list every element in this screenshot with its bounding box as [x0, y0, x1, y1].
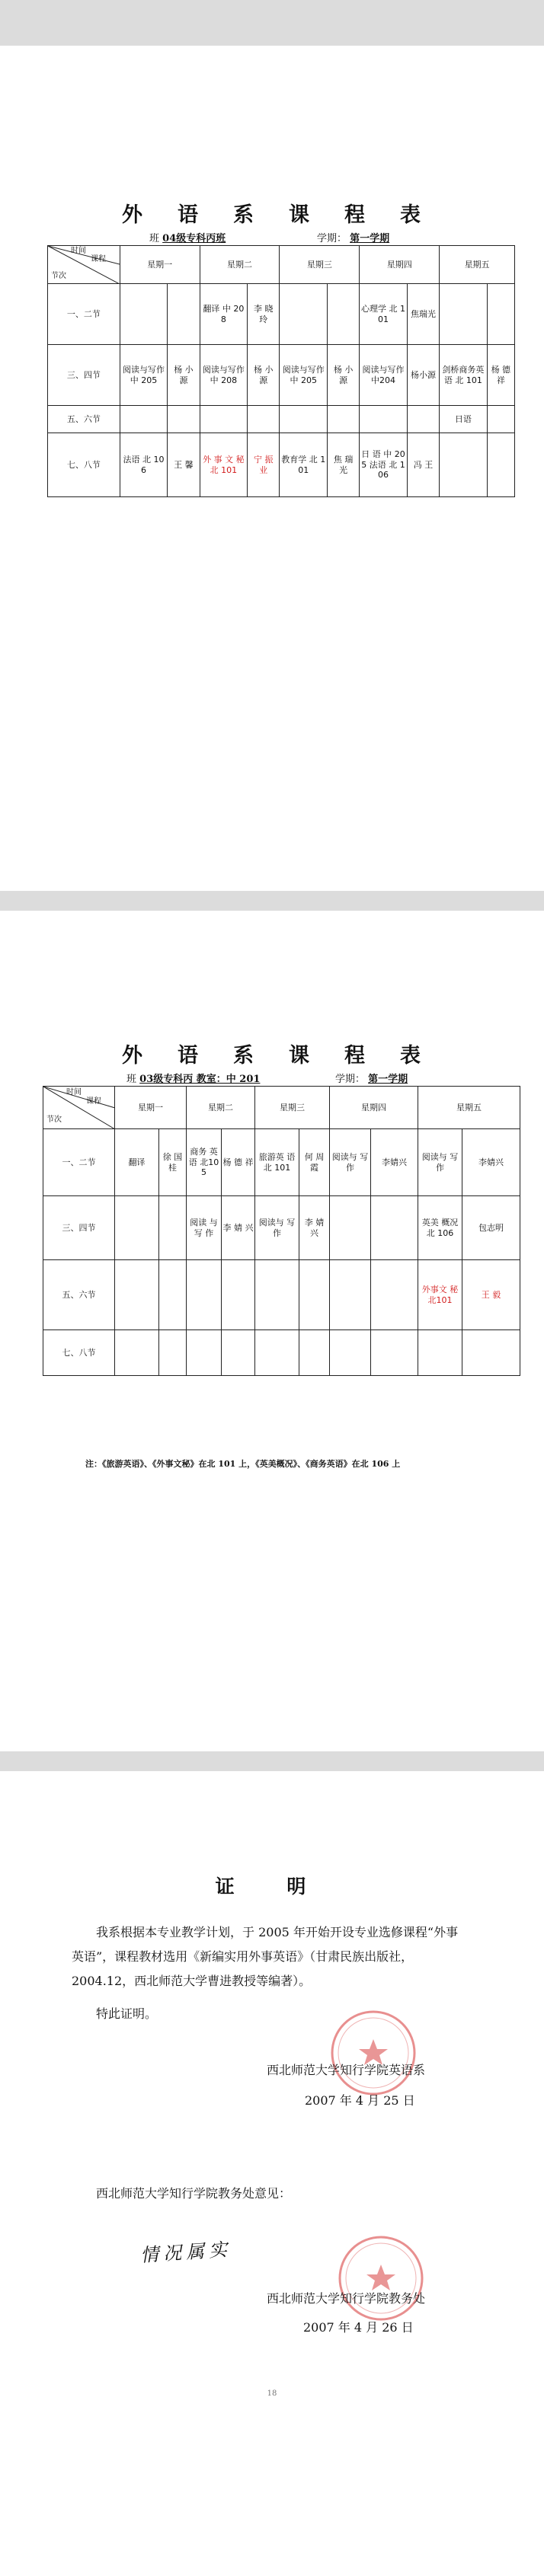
cell: [327, 284, 359, 345]
cell: [159, 1330, 187, 1376]
cell: [115, 1196, 159, 1260]
term-info: 学期： 第一学期: [335, 1074, 408, 1085]
schedule-note: 注：《旅游英语》、《外事文秘》在北 101 上，《英美概况》、《商务英语》在北 106 上: [85, 1459, 401, 1469]
cell: [168, 406, 200, 433]
slot-label: 一、二节: [43, 1129, 115, 1196]
signer-academic-affairs: 西北师范大学知行学院教务处: [267, 2291, 426, 2306]
class-info: 班 04级专科丙班: [149, 233, 226, 244]
cell: [487, 284, 514, 345]
teacher-cell: 包志明: [462, 1196, 520, 1260]
cell: [115, 1330, 159, 1376]
corner-course: 课程: [86, 1097, 101, 1106]
teacher-cell: 杨 德 祥: [487, 345, 514, 406]
cell: [299, 1330, 330, 1376]
corner-header: [48, 246, 120, 284]
day-header: 星期三: [280, 246, 360, 284]
cell: [371, 1330, 418, 1376]
cell: [159, 1260, 187, 1330]
cell: [255, 1330, 299, 1376]
signer-department: 西北师范大学知行学院英语系: [267, 2063, 426, 2077]
teacher-cell: 焦 瑞 光: [327, 433, 359, 497]
slot-label: 一、二节: [48, 284, 120, 345]
teacher-cell-highlight: 宁 振 业: [248, 433, 280, 497]
page-gap-2: [0, 1751, 544, 1771]
cell: [418, 1330, 462, 1376]
cell: [280, 406, 328, 433]
cell: [440, 433, 488, 497]
course-cell-highlight: 外 事 文 秘 北 101: [200, 433, 248, 497]
schedule-page-2: [0, 911, 544, 1751]
teacher-cell: 冯 王: [407, 433, 439, 497]
day-header: 星期二: [200, 246, 280, 284]
slot-label: 五、六节: [48, 406, 120, 433]
certificate-page: [0, 1771, 544, 2576]
cell: [440, 284, 488, 345]
slot-label: 七、八节: [43, 1330, 115, 1376]
teacher-cell: 李 婧 兴: [222, 1196, 255, 1260]
course-cell: 剑桥商务英语 北 101: [440, 345, 488, 406]
day-header: 星期一: [115, 1087, 187, 1129]
corner-course: 课程: [91, 255, 106, 263]
date-academic-affairs: 2007 年 4 月 26 日: [303, 2320, 414, 2335]
cell: [222, 1260, 255, 1330]
page-gap-1: [0, 891, 544, 911]
schedule-title: 外 语 系 课 程 表: [122, 1044, 422, 1068]
page-gap-top: [0, 0, 544, 46]
cell: [168, 284, 200, 345]
teacher-cell: 徐 国 桂: [159, 1129, 187, 1196]
day-header: 星期五: [440, 246, 515, 284]
schedule-title: 外 语 系 课 程 表: [122, 203, 422, 227]
corner-section: 节次: [46, 1116, 62, 1124]
course-cell: 翻译 中 208: [200, 284, 248, 345]
date-department: 2007 年 4 月 25 日: [305, 2093, 415, 2108]
teacher-cell: 杨 小 源: [327, 345, 359, 406]
cell: [407, 406, 439, 433]
opinion-label: 西北师范大学知行学院教务处意见：: [96, 2186, 292, 2201]
cell: [462, 1330, 520, 1376]
cell: [248, 406, 280, 433]
cell: [120, 406, 168, 433]
certificate-title: 证 明: [215, 1875, 329, 1898]
cell: [360, 406, 408, 433]
cell: [255, 1260, 299, 1330]
cell: [187, 1260, 222, 1330]
cell: [327, 406, 359, 433]
course-cell: 阅读与 写作: [330, 1129, 371, 1196]
day-header: 星期四: [360, 246, 440, 284]
course-cell: 阅读与 写作: [418, 1129, 462, 1196]
course-cell: 翻译: [115, 1129, 159, 1196]
course-cell: 阅读 与写 作: [187, 1196, 222, 1260]
cell: [200, 406, 248, 433]
course-cell: 日语: [440, 406, 488, 433]
handwritten-opinion: 情况属实: [139, 2238, 233, 2267]
slot-label: 五、六节: [43, 1260, 115, 1330]
cell: [115, 1260, 159, 1330]
teacher-cell: 李 婧 兴: [299, 1196, 330, 1260]
course-cell: 法语 北 106: [120, 433, 168, 497]
course-cell: 英美 概况 北 106: [418, 1196, 462, 1260]
cell: [187, 1330, 222, 1376]
cell: [330, 1196, 371, 1260]
certificate-body: 我系根据本专业教学计划，于 2005 年开始开设专业选修课程“外事英语”，课程教材选用《新编实用外事英语》（甘肃民族出版社，2004.12，西北师范大学曹进教授等编著）。: [72, 1925, 459, 1988]
teacher-cell-highlight: 王 毅: [462, 1260, 520, 1330]
teacher-cell: 李 晓 玲: [248, 284, 280, 345]
course-cell: 阅读与写作 中 208: [200, 345, 248, 406]
course-cell: 心理学 北 101: [360, 284, 408, 345]
corner-section: 节次: [51, 272, 66, 280]
day-header: 星期三: [255, 1087, 330, 1129]
course-cell: 商务 英语 北105: [187, 1129, 222, 1196]
course-cell: 阅读与写作 中 205: [120, 345, 168, 406]
day-header: 星期一: [120, 246, 200, 284]
slot-label: 七、八节: [48, 433, 120, 497]
cell: [371, 1196, 418, 1260]
page-number: 18: [267, 2389, 277, 2398]
teacher-cell: 李婧兴: [371, 1129, 418, 1196]
day-header: 星期四: [330, 1087, 418, 1129]
slot-label: 三、四节: [48, 345, 120, 406]
course-cell: 阅读与 写作: [255, 1196, 299, 1260]
teacher-cell: 焦瑞光: [407, 284, 439, 345]
teacher-cell: 何 周 霞: [299, 1129, 330, 1196]
term-info: 学期： 第一学期: [317, 233, 390, 244]
cell: [159, 1196, 187, 1260]
day-header: 星期五: [418, 1087, 520, 1129]
teacher-cell: 杨 小 源: [168, 345, 200, 406]
department-seal: [328, 2007, 419, 2099]
course-cell: 阅读与写作 中 205: [280, 345, 328, 406]
corner-time: 时间: [71, 247, 86, 255]
class-info: 班 03级专科丙 教室：中 201: [126, 1074, 261, 1085]
schedule-page-1: [0, 46, 544, 891]
academic-affairs-seal: [335, 2233, 427, 2324]
course-cell: 教育学 北 101: [280, 433, 328, 497]
course-cell: 阅读与写作 中204: [360, 345, 408, 406]
teacher-cell: 杨 德 祥: [222, 1129, 255, 1196]
schedule-table: [43, 1086, 520, 1376]
cell: [330, 1260, 371, 1330]
day-header: 星期二: [187, 1087, 255, 1129]
course-cell: 旅游英 语 北 101: [255, 1129, 299, 1196]
cell: [120, 284, 168, 345]
course-cell: 日 语 中 205 法语 北 106: [360, 433, 408, 497]
schedule-table: [47, 245, 515, 497]
teacher-cell: 杨 小 源: [248, 345, 280, 406]
cell: [487, 406, 514, 433]
cell: [222, 1330, 255, 1376]
cell: [299, 1260, 330, 1330]
certificate-closing: 特此证明。: [96, 2006, 158, 2021]
course-cell-highlight: 外事文 秘 北101: [418, 1260, 462, 1330]
corner-header: [43, 1087, 115, 1129]
cell: [371, 1260, 418, 1330]
teacher-cell: 王 馨: [168, 433, 200, 497]
cell: [330, 1330, 371, 1376]
teacher-cell: 李婧兴: [462, 1129, 520, 1196]
cell: [280, 284, 328, 345]
corner-time: 时间: [66, 1088, 82, 1096]
slot-label: 三、四节: [43, 1196, 115, 1260]
teacher-cell: 杨小源: [407, 345, 439, 406]
cell: [487, 433, 514, 497]
